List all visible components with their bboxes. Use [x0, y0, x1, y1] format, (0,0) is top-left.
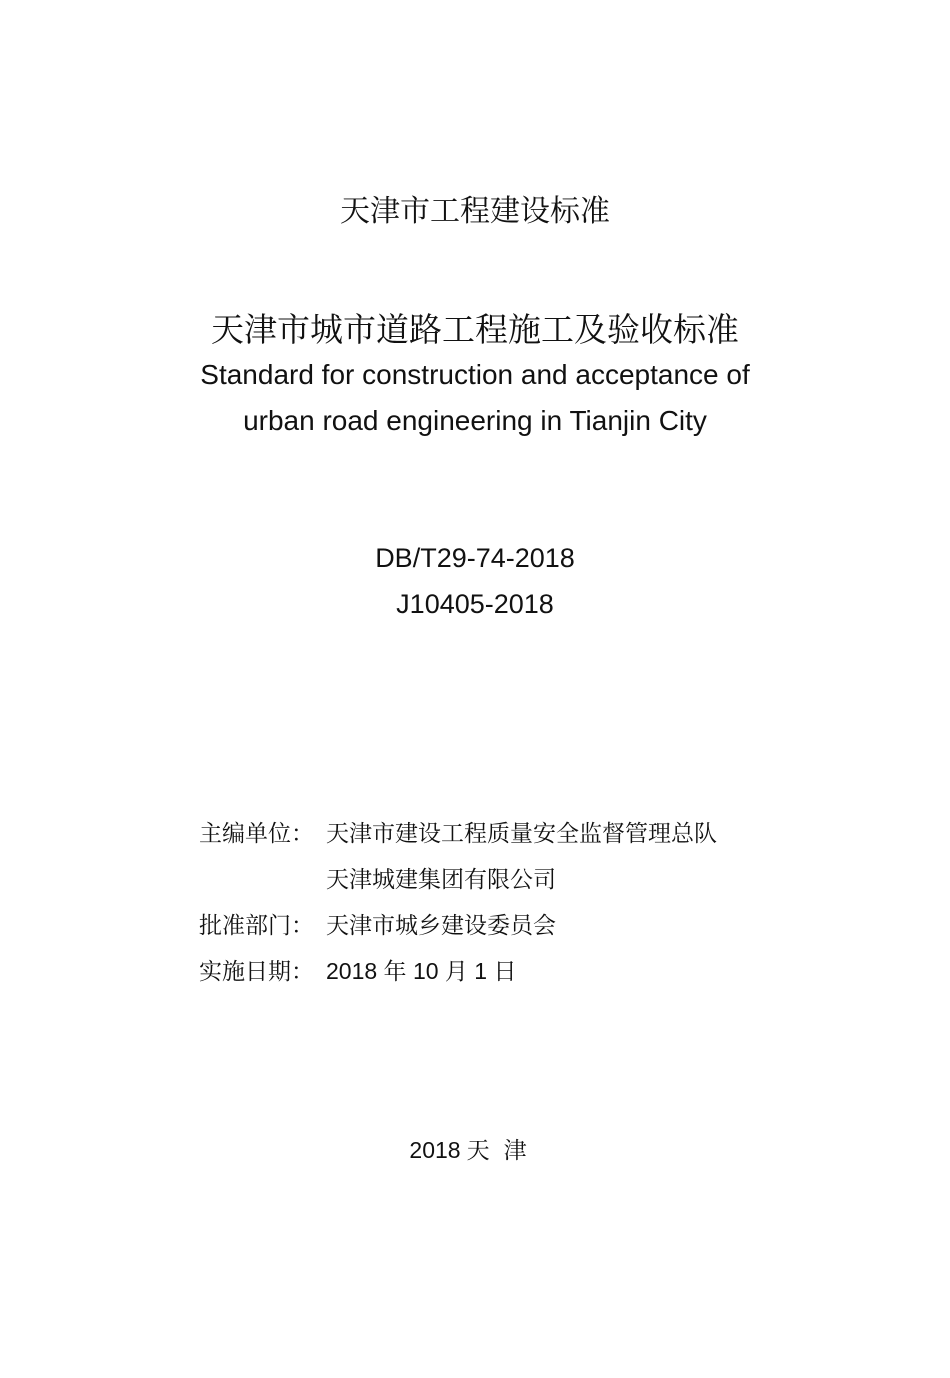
- approval-row: [199, 900, 899, 946]
- footer-city: 天津: [466, 1138, 541, 1164]
- approval-label: 批准部门：: [199, 912, 314, 939]
- footer-year: 2018: [409, 1137, 461, 1163]
- editor-unit-2: 天津城建集团有限公司: [326, 866, 556, 893]
- approval-dept: 天津市城乡建设委员会: [326, 912, 556, 939]
- editor-row-2: [199, 854, 899, 900]
- english-title-line-1: Standard for construction and acceptance of: [200, 359, 750, 390]
- main-title: 天津市城市道路工程施工及验收标准: [211, 310, 739, 349]
- footer: [0, 1130, 950, 1171]
- standard-code-j: J10405-2018: [396, 589, 554, 619]
- effective-label: 实施日期：: [199, 958, 314, 985]
- english-title-line-2: urban road engineering in Tianjin City: [243, 405, 707, 436]
- effective-date: 2018 年 10 月 1 日: [326, 957, 517, 984]
- editor-label: 主编单位：: [199, 820, 314, 847]
- editor-row: [199, 808, 899, 854]
- effective-row: [199, 946, 899, 992]
- series-title: 天津市工程建设标准: [340, 194, 610, 229]
- editor-unit-1: 天津市建设工程质量安全监督管理总队: [326, 820, 717, 847]
- standard-code-db: DB/T29-74-2018: [375, 543, 575, 573]
- publication-info: [199, 808, 899, 992]
